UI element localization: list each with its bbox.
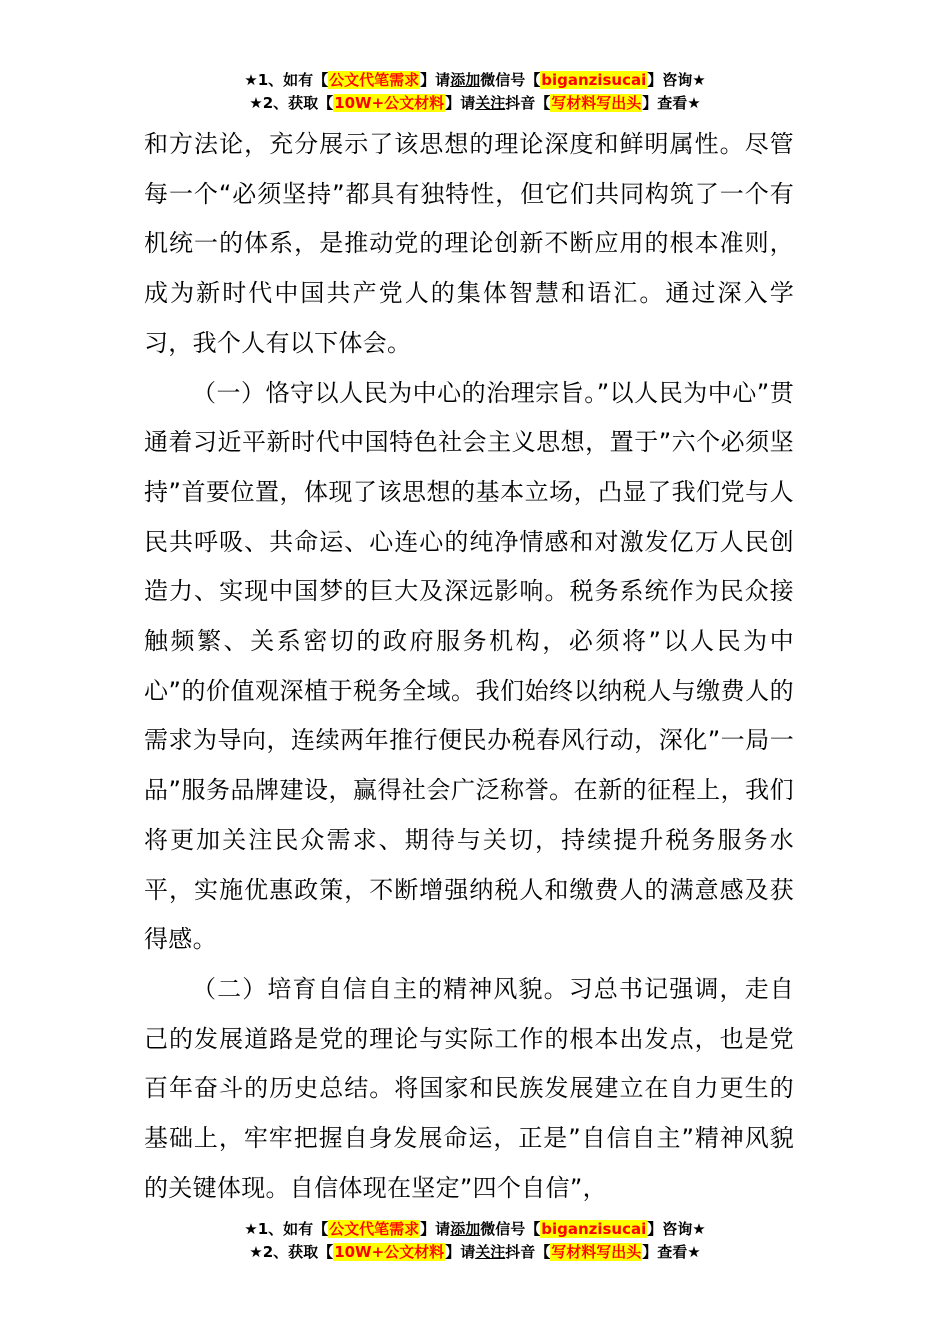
promo-text: 】请 (420, 1220, 451, 1238)
promo-text: 】查看★ (642, 1243, 701, 1261)
paragraph-section-1: （一）恪守以人民为中心的治理宗旨。”以人民为中心”贯通着习近平新时代中国特色社会主义思想，置于”六个必须坚持”首要位置，体现了该思想的基本立场，凸显了我们党与人民共呼吸、共命运、心连心的纯净情感和对激发亿万人民创造力、实现中国梦的巨大及深远影响。税务系统作为民众接触频繁、关系密切的政府服务机构，必须将”以人民为中心”的价值观深植于税务全域。我们始终以纳税人与缴费人的需求为导向，连续两年推行便民办税春风行动，深化”一局一品”服务品牌建设，赢得社会广泛称誉。在新的征程上，我们将更加关注民众需求、期待与关切，持续提升税务服务水平，实施优惠政策，不断增强纳税人和缴费人的满意感及获得感。 (144, 378, 794, 954)
promo-text: 】咨询★ (647, 71, 706, 89)
paragraph-intro: 和方法论，充分展示了该思想的理论深度和鲜明属性。尽管每一个“必须坚持”都具有独特性，但它们共同构筑了一个有机统一的体系，是推动党的理论创新不断应用的根本准则，成为新时代中国共产党人的集体智慧和语汇。通过深入学习，我个人有以下体会。 (144, 130, 794, 357)
promo-text: 】请 (420, 71, 451, 89)
promo-underline: 关注 (475, 1243, 506, 1261)
paragraph-section-2: （二）培育自信自主的精神风貌。习总书记强调，走自己的发展道路是党的理论与实际工作的根本出发点，也是党百年奋斗的历史总结。将国家和民族发展建立在自力更生的基础上，牢牢把握自身发展命运，正是”自信自主”精神风貌的关键体现。自信体现在坚定”四个自信”， (144, 974, 794, 1202)
promo-text: 】请 (445, 1243, 476, 1261)
promo-text: 微信号【 (480, 1220, 541, 1238)
promo-highlight: 公文代笔需求 (329, 1220, 420, 1238)
promo-text: ★1、如有【 (244, 71, 329, 89)
promo-underline: 添加 (450, 1220, 481, 1238)
document-body (144, 120, 794, 1213)
promo-highlight: 公文代笔需求 (329, 71, 420, 89)
promo-highlight: 写材料写出头 (551, 1243, 642, 1261)
promo-text: ★2、获取【 (249, 94, 334, 112)
promo-text: 微信号【 (480, 71, 541, 89)
promo-highlight: 写材料写出头 (551, 94, 642, 112)
promo-text: ★2、获取【 (249, 1243, 334, 1261)
header-promo-banner (0, 69, 950, 115)
footer-promo-banner (0, 1218, 950, 1264)
promo-text: 】咨询★ (647, 1220, 706, 1238)
promo-highlight: 10W+公文材料 (334, 1243, 445, 1261)
promo-highlight: biganzisucai (541, 1220, 647, 1238)
promo-text: ★1、如有【 (244, 1220, 329, 1238)
promo-line-2 (0, 92, 950, 115)
promo-highlight: 10W+公文材料 (334, 94, 445, 112)
promo-highlight: biganzisucai (541, 71, 647, 89)
promo-line-2 (0, 1241, 950, 1264)
promo-underline: 添加 (450, 71, 481, 89)
promo-text: 抖音【 (505, 1243, 551, 1261)
promo-line-1 (0, 1218, 950, 1241)
promo-text: 】请 (445, 94, 476, 112)
promo-text: 】查看★ (642, 94, 701, 112)
promo-text: 抖音【 (505, 94, 551, 112)
promo-underline: 关注 (475, 94, 506, 112)
promo-line-1 (0, 69, 950, 92)
